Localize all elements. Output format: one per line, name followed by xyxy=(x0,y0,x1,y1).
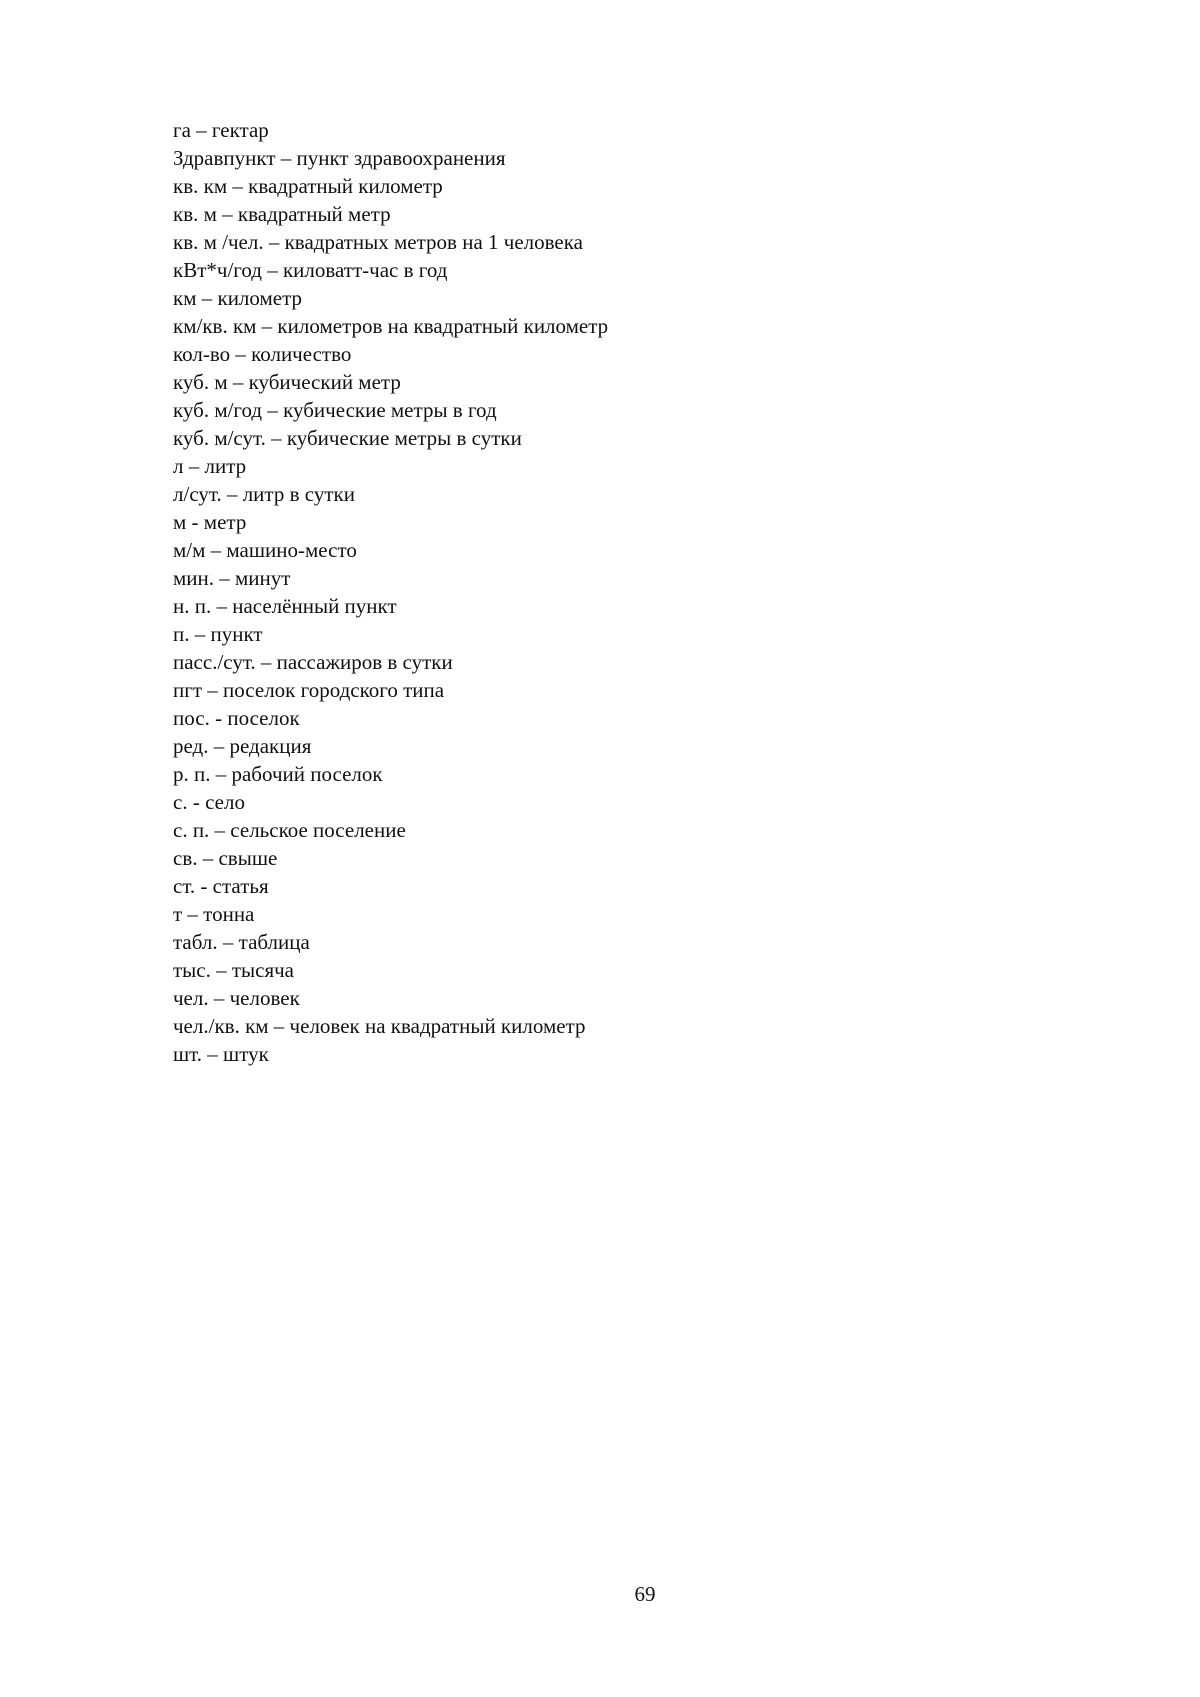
abbreviation-item: мин. – минут xyxy=(173,566,291,590)
abbreviation-item: л/сут. – литр в сутки xyxy=(173,482,355,506)
abbreviation-item: р. п. – рабочий поселок xyxy=(173,762,383,786)
abbreviation-item: кВт*ч/год – киловатт-час в год xyxy=(173,258,448,282)
abbreviation-list xyxy=(173,116,608,1068)
page-number: 69 xyxy=(634,1582,656,1606)
abbreviation-item: м/м – машино-место xyxy=(173,538,357,562)
abbreviation-item: т – тонна xyxy=(173,902,255,926)
abbreviation-item: пос. - поселок xyxy=(173,706,300,730)
abbreviation-item: кв. м – квадратный метр xyxy=(173,202,391,226)
abbreviation-item: чел./кв. км – человек на квадратный километр xyxy=(173,1014,586,1038)
abbreviation-item: куб. м/год – кубические метры в год xyxy=(173,398,497,422)
abbreviation-item: табл. – таблица xyxy=(173,930,310,954)
abbreviation-item: куб. м – кубический метр xyxy=(173,370,401,394)
abbreviation-item: св. – свыше xyxy=(173,846,278,870)
abbreviation-item: кв. м /чел. – квадратных метров на 1 человека xyxy=(173,230,583,254)
abbreviation-item: н. п. – населённый пункт xyxy=(173,594,397,618)
abbreviation-item: ред. – редакция xyxy=(173,734,312,758)
abbreviation-item: куб. м/сут. – кубические метры в сутки xyxy=(173,426,522,450)
abbreviation-item: п. – пункт xyxy=(173,622,263,646)
abbreviation-item: га – гектар xyxy=(173,118,269,142)
abbreviation-item: км – километр xyxy=(173,286,303,310)
abbreviation-item: кол-во – количество xyxy=(173,342,352,366)
abbreviation-item: шт. – штук xyxy=(173,1042,269,1066)
abbreviation-item: пгт – поселок городского типа xyxy=(173,678,445,702)
abbreviation-item: с. - село xyxy=(173,790,245,814)
abbreviation-item: пасс./сут. – пассажиров в сутки xyxy=(173,650,453,674)
abbreviation-item: Здравпункт – пункт здравоохранения xyxy=(173,146,506,170)
abbreviation-item: км/кв. км – километров на квадратный километр xyxy=(173,314,609,338)
abbreviation-item: кв. км – квадратный километр xyxy=(173,174,443,198)
abbreviation-item: чел. – человек xyxy=(173,986,300,1010)
abbreviation-item: тыс. – тысяча xyxy=(173,958,295,982)
abbreviation-item: л – литр xyxy=(173,454,247,478)
abbreviation-item: с. п. – сельское поселение xyxy=(173,818,406,842)
abbreviation-item: ст. - статья xyxy=(173,874,269,898)
abbreviation-item: м - метр xyxy=(173,510,247,534)
